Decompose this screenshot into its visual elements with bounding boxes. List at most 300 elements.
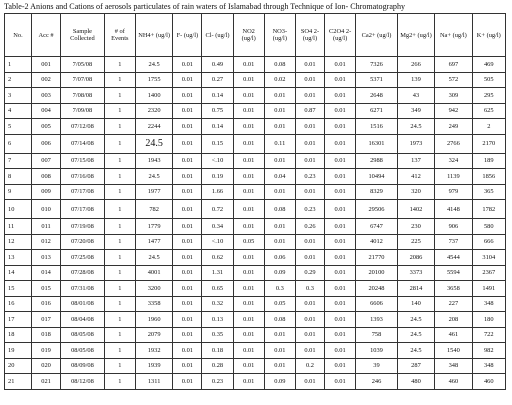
table-cell: 5594 — [435, 265, 472, 281]
table-cell: 0.01 — [173, 119, 202, 135]
table-cell: 480 — [397, 374, 434, 390]
table-cell: 8 — [5, 169, 32, 185]
table-cell: 1932 — [135, 343, 172, 359]
table-cell: 0.09 — [264, 374, 295, 390]
table-cell: 0.01 — [295, 250, 324, 266]
table-cell: 2988 — [356, 153, 398, 169]
table-cell: 0.01 — [325, 219, 356, 235]
table-cell: 0.3 — [295, 281, 324, 297]
table-cell: 287 — [397, 358, 434, 374]
table-row — [5, 134, 506, 153]
table-cell: 0.32 — [202, 296, 233, 312]
table-cell: 0.14 — [202, 119, 233, 135]
table-caption: Table-2 Anions and Cations of aerosols particulates of rain waters of Islamabad through Technique of Ion- Chromatography — [4, 2, 406, 11]
table-cell: 0.01 — [233, 343, 264, 359]
table-cell: 0.01 — [233, 184, 264, 200]
table-cell: 180 — [472, 312, 505, 328]
table-cell: 295 — [472, 88, 505, 104]
table-cell: 1 — [104, 281, 135, 297]
table-cell: 0.01 — [295, 57, 324, 73]
table-cell: 011 — [32, 219, 61, 235]
table-cell: 0.65 — [202, 281, 233, 297]
table-cell: 349 — [397, 103, 434, 119]
table-cell: 2648 — [356, 88, 398, 104]
table-cell: 15 — [5, 281, 32, 297]
table-cell: 0.01 — [325, 281, 356, 297]
table-cell: 0.01 — [264, 119, 295, 135]
table-cell: 1 — [104, 250, 135, 266]
table-cell: 24.5 — [397, 327, 434, 343]
table-cell: 0.04 — [264, 169, 295, 185]
table-cell: 1973 — [397, 134, 434, 153]
table-cell: 0.01 — [173, 134, 202, 153]
table-cell: 140 — [397, 296, 434, 312]
table-cell: 0.01 — [325, 358, 356, 374]
table-cell: 24.5 — [135, 250, 172, 266]
table-cell: 580 — [472, 219, 505, 235]
table-cell: 0.29 — [295, 265, 324, 281]
table-cell: 0.01 — [173, 88, 202, 104]
table-cell: 20248 — [356, 281, 398, 297]
table-cell: 1779 — [135, 219, 172, 235]
table-cell: 17 — [5, 312, 32, 328]
table-cell: 0.35 — [202, 327, 233, 343]
table-cell: 0.11 — [264, 134, 295, 153]
table-cell: 0.01 — [295, 72, 324, 88]
table-cell: 14 — [5, 265, 32, 281]
table-cell: 0.01 — [264, 103, 295, 119]
table-cell: 758 — [356, 327, 398, 343]
table-cell: 0.01 — [173, 57, 202, 73]
table-cell: 013 — [32, 250, 61, 266]
table-row — [5, 184, 506, 200]
table-cell: 10 — [5, 200, 32, 219]
table-cell: 0.01 — [173, 250, 202, 266]
table-cell: 004 — [32, 103, 61, 119]
table-cell: 3373 — [397, 265, 434, 281]
table-cell: 11 — [5, 219, 32, 235]
table-cell: 07/17/08 — [61, 184, 105, 200]
column-header: Cl- (ug/l) — [202, 14, 233, 57]
table-cell: 1 — [104, 219, 135, 235]
table-cell: 4001 — [135, 265, 172, 281]
table-cell: 0.01 — [325, 250, 356, 266]
table-cell: 0.01 — [233, 119, 264, 135]
table-cell: 4148 — [435, 200, 472, 219]
table-cell: 1393 — [356, 312, 398, 328]
table-cell: 20 — [5, 358, 32, 374]
table-cell: 24.5 — [135, 57, 172, 73]
table-cell: 906 — [435, 219, 472, 235]
table-cell: 0.01 — [233, 72, 264, 88]
table-cell: 0.01 — [325, 134, 356, 153]
table-cell: 1 — [104, 265, 135, 281]
table-cell: 3200 — [135, 281, 172, 297]
table-cell: 320 — [397, 184, 434, 200]
table-cell: 309 — [435, 88, 472, 104]
table-cell: 6747 — [356, 219, 398, 235]
table-cell: 24.5 — [135, 169, 172, 185]
table-cell: 1939 — [135, 358, 172, 374]
table-cell: 9 — [5, 184, 32, 200]
table-cell: 0.01 — [325, 103, 356, 119]
table-cell: 0.75 — [202, 103, 233, 119]
table-cell: 0.01 — [295, 184, 324, 200]
table-cell: 21770 — [356, 250, 398, 266]
table-cell: 139 — [397, 72, 434, 88]
table-cell: 017 — [32, 312, 61, 328]
table-cell: 0.01 — [173, 374, 202, 390]
table-cell: 6 — [5, 134, 32, 153]
table-cell: 0.49 — [202, 57, 233, 73]
table-row — [5, 200, 506, 219]
column-header: No. — [5, 14, 32, 57]
table-cell: 0.15 — [202, 134, 233, 153]
table-cell: 348 — [435, 358, 472, 374]
table-cell: 1402 — [397, 200, 434, 219]
table-cell: 0.05 — [264, 296, 295, 312]
table-row — [5, 327, 506, 343]
table-cell: 0.01 — [295, 134, 324, 153]
table-cell: 7/08/08 — [61, 88, 105, 104]
table-row — [5, 72, 506, 88]
table-cell: 0.01 — [233, 358, 264, 374]
table-cell: 0.01 — [173, 265, 202, 281]
table-cell: 227 — [435, 296, 472, 312]
table-row — [5, 57, 506, 73]
table-cell: 246 — [356, 374, 398, 390]
table-cell: 1 — [5, 57, 32, 73]
table-cell: 014 — [32, 265, 61, 281]
table-cell: 1 — [104, 374, 135, 390]
table-cell: 006 — [32, 134, 61, 153]
table-cell: 0.01 — [295, 374, 324, 390]
table-cell: 18 — [5, 327, 32, 343]
table-cell: 697 — [435, 57, 472, 73]
column-header: Mg2+ (ug/l) — [397, 14, 434, 57]
table-row — [5, 169, 506, 185]
table-cell: 1977 — [135, 184, 172, 200]
table-cell: 0.01 — [325, 153, 356, 169]
table-cell: 0.01 — [295, 88, 324, 104]
table-cell: 365 — [472, 184, 505, 200]
table-cell: 0.01 — [233, 134, 264, 153]
table-cell: 1516 — [356, 119, 398, 135]
table-cell: 0.05 — [233, 234, 264, 250]
table-cell: 07/28/08 — [61, 265, 105, 281]
table-cell: 0.09 — [264, 265, 295, 281]
table-cell: 979 — [435, 184, 472, 200]
table-cell: 8329 — [356, 184, 398, 200]
table-cell: 348 — [472, 358, 505, 374]
table-cell: 666 — [472, 234, 505, 250]
table-cell: 0.01 — [325, 327, 356, 343]
table-cell: 0.01 — [173, 296, 202, 312]
table-cell: 1039 — [356, 343, 398, 359]
table-cell: 08/04/08 — [61, 312, 105, 328]
table-cell: 0.01 — [173, 200, 202, 219]
table-cell: 0.01 — [173, 327, 202, 343]
table-cell: 722 — [472, 327, 505, 343]
table-cell: 07/15/08 — [61, 153, 105, 169]
table-cell: 0.01 — [264, 88, 295, 104]
table-cell: 348 — [472, 296, 505, 312]
table-cell: 010 — [32, 200, 61, 219]
table-cell: 324 — [435, 153, 472, 169]
column-header: NO2 (ug/l) — [233, 14, 264, 57]
table-cell: 3 — [5, 88, 32, 104]
table-cell: 1 — [104, 57, 135, 73]
table-cell: 7/09/08 — [61, 103, 105, 119]
table-cell: 0.18 — [202, 343, 233, 359]
table-cell: 2 — [5, 72, 32, 88]
table-cell: 1 — [104, 184, 135, 200]
table-cell: 0.01 — [295, 327, 324, 343]
table-cell: 1 — [104, 134, 135, 153]
table-cell: 0.01 — [325, 119, 356, 135]
table-cell: 782 — [135, 200, 172, 219]
column-header: C2O4 2- (ug/l) — [325, 14, 356, 57]
table-cell: 001 — [32, 57, 61, 73]
table-cell: 08/12/08 — [61, 374, 105, 390]
table-cell: 6271 — [356, 103, 398, 119]
table-cell: 1782 — [472, 200, 505, 219]
table-cell: 7 — [5, 153, 32, 169]
table-cell: 4012 — [356, 234, 398, 250]
table-cell: 43 — [397, 88, 434, 104]
table-cell: 1.31 — [202, 265, 233, 281]
table-row — [5, 374, 506, 390]
table-cell: 29506 — [356, 200, 398, 219]
table-cell: 0.01 — [295, 234, 324, 250]
table-cell: 0.01 — [173, 169, 202, 185]
table-cell: 24.5 — [397, 119, 434, 135]
table-cell: 469 — [472, 57, 505, 73]
table-cell: 0.01 — [233, 327, 264, 343]
table-row — [5, 103, 506, 119]
table-cell: 2086 — [397, 250, 434, 266]
table-cell: 2244 — [135, 119, 172, 135]
table-cell: 24.5 — [397, 312, 434, 328]
table-cell: 982 — [472, 343, 505, 359]
table-row — [5, 250, 506, 266]
table-cell: 07/25/08 — [61, 250, 105, 266]
table-cell: 1960 — [135, 312, 172, 328]
table-cell: 07/19/08 — [61, 219, 105, 235]
table-cell: 020 — [32, 358, 61, 374]
table-cell: 7/05/08 — [61, 57, 105, 73]
table-cell: 0.23 — [295, 200, 324, 219]
table-cell: 412 — [397, 169, 434, 185]
table-cell: 0.01 — [173, 234, 202, 250]
table-cell: 007 — [32, 153, 61, 169]
table-cell: 942 — [435, 103, 472, 119]
table-cell: 1 — [104, 169, 135, 185]
table-cell: 1139 — [435, 169, 472, 185]
table-cell: 460 — [472, 374, 505, 390]
table-cell: 0.01 — [264, 184, 295, 200]
table-cell: 0.01 — [325, 184, 356, 200]
table-cell: 0.08 — [264, 57, 295, 73]
table-cell: 24.5 — [397, 343, 434, 359]
column-header: Acc # — [32, 14, 61, 57]
table-cell: 07/16/08 — [61, 169, 105, 185]
table-cell: 1.66 — [202, 184, 233, 200]
table-cell: 16301 — [356, 134, 398, 153]
table-cell: 0.01 — [295, 153, 324, 169]
table-cell: 19 — [5, 343, 32, 359]
table-cell: <.10 — [202, 153, 233, 169]
table-cell: 737 — [435, 234, 472, 250]
table-cell: 2766 — [435, 134, 472, 153]
table-cell: 208 — [435, 312, 472, 328]
column-header: K+ (ug/l) — [472, 14, 505, 57]
table-cell: 1400 — [135, 88, 172, 104]
table-cell: 0.01 — [295, 296, 324, 312]
table-cell: 3358 — [135, 296, 172, 312]
table-cell: <.10 — [202, 234, 233, 250]
table-cell: 189 — [472, 153, 505, 169]
table-cell: 3104 — [472, 250, 505, 266]
table-cell: 0.3 — [264, 281, 295, 297]
column-header: F- (ug/l) — [173, 14, 202, 57]
table-cell: 018 — [32, 327, 61, 343]
table-cell: 1943 — [135, 153, 172, 169]
table-cell: 1 — [104, 234, 135, 250]
table-cell: 13 — [5, 250, 32, 266]
table-cell: 08/01/08 — [61, 296, 105, 312]
table-row — [5, 153, 506, 169]
table-cell: 230 — [397, 219, 434, 235]
table-cell: 0.01 — [173, 184, 202, 200]
table-cell: 7/07/08 — [61, 72, 105, 88]
table-cell: 12 — [5, 234, 32, 250]
table-cell: 460 — [435, 374, 472, 390]
table-cell: 005 — [32, 119, 61, 135]
table-cell: 003 — [32, 88, 61, 104]
table-cell: 1491 — [472, 281, 505, 297]
table-row — [5, 281, 506, 297]
table-cell: 008 — [32, 169, 61, 185]
table-cell: 07/14/08 — [61, 134, 105, 153]
table-cell: 21 — [5, 374, 32, 390]
table-cell: 7326 — [356, 57, 398, 73]
table-cell: 0.01 — [325, 296, 356, 312]
table-cell: 0.01 — [325, 72, 356, 88]
table-cell: 20100 — [356, 265, 398, 281]
column-header: Sample Collected — [61, 14, 105, 57]
table-cell: 019 — [32, 343, 61, 359]
table-cell: 0.01 — [233, 312, 264, 328]
table-cell: 1856 — [472, 169, 505, 185]
table-cell: 0.01 — [233, 57, 264, 73]
table-cell: 0.01 — [233, 103, 264, 119]
table-cell: 1 — [104, 88, 135, 104]
table-cell: 1 — [104, 358, 135, 374]
table-cell: 0.01 — [233, 219, 264, 235]
table-cell: 012 — [32, 234, 61, 250]
table-cell: 07/17/08 — [61, 200, 105, 219]
table-cell: 5371 — [356, 72, 398, 88]
table-cell: 016 — [32, 296, 61, 312]
table-cell: 1 — [104, 327, 135, 343]
table-cell: 0.27 — [202, 72, 233, 88]
table-cell: 0.08 — [264, 312, 295, 328]
table-cell: 0.01 — [173, 103, 202, 119]
table-cell: 08/05/08 — [61, 327, 105, 343]
table-cell: 3658 — [435, 281, 472, 297]
table-cell: 0.01 — [233, 153, 264, 169]
column-header: Na+ (ug/l) — [435, 14, 472, 57]
table-cell: 08/05/08 — [61, 343, 105, 359]
table-cell: 0.01 — [173, 219, 202, 235]
table-cell: 0.01 — [233, 296, 264, 312]
table-cell: 1 — [104, 72, 135, 88]
table-cell: 1311 — [135, 374, 172, 390]
table-cell: 0.01 — [295, 343, 324, 359]
table-cell: 0.01 — [233, 250, 264, 266]
table-row — [5, 234, 506, 250]
table-row — [5, 219, 506, 235]
table-cell: 0.14 — [202, 88, 233, 104]
table-row — [5, 88, 506, 104]
table-cell: 0.06 — [264, 250, 295, 266]
table-cell: 1 — [104, 296, 135, 312]
table-cell: 0.01 — [233, 88, 264, 104]
table-cell: 0.87 — [295, 103, 324, 119]
column-header: SO4 2- (ug/l) — [295, 14, 324, 57]
table-cell: 07/12/08 — [61, 119, 105, 135]
table-cell: 0.01 — [264, 358, 295, 374]
table-cell: 1477 — [135, 234, 172, 250]
table-cell: 0.01 — [325, 57, 356, 73]
table-cell: 0.02 — [264, 72, 295, 88]
table-cell: 0.01 — [325, 234, 356, 250]
table-cell: 1540 — [435, 343, 472, 359]
table-cell: 0.19 — [202, 169, 233, 185]
table-cell: 0.01 — [173, 343, 202, 359]
table-cell: 625 — [472, 103, 505, 119]
table-cell: 0.62 — [202, 250, 233, 266]
table-cell: 0.34 — [202, 219, 233, 235]
table-cell: 0.01 — [233, 265, 264, 281]
table-cell: 0.13 — [202, 312, 233, 328]
table-cell: 0.28 — [202, 358, 233, 374]
table-cell: 0.01 — [173, 281, 202, 297]
table-cell: 0.01 — [325, 312, 356, 328]
table-cell: 021 — [32, 374, 61, 390]
table-cell: 002 — [32, 72, 61, 88]
table-cell: 0.01 — [325, 374, 356, 390]
table-cell: 16 — [5, 296, 32, 312]
table-cell: 08/09/08 — [61, 358, 105, 374]
table-cell: 0.26 — [295, 219, 324, 235]
column-header: NH4+ (ug/l) — [135, 14, 172, 57]
table-cell: 1755 — [135, 72, 172, 88]
table-cell: 015 — [32, 281, 61, 297]
table-cell: 0.01 — [325, 200, 356, 219]
table-cell: 0.01 — [233, 374, 264, 390]
table-cell: 0.01 — [233, 281, 264, 297]
table-cell: 0.01 — [295, 119, 324, 135]
table-cell: 0.01 — [173, 312, 202, 328]
table-cell: 2320 — [135, 103, 172, 119]
table-row — [5, 343, 506, 359]
table-cell: 0.01 — [264, 343, 295, 359]
table-cell: 461 — [435, 327, 472, 343]
table-cell: 2079 — [135, 327, 172, 343]
table-cell: 24.5 — [135, 134, 172, 153]
